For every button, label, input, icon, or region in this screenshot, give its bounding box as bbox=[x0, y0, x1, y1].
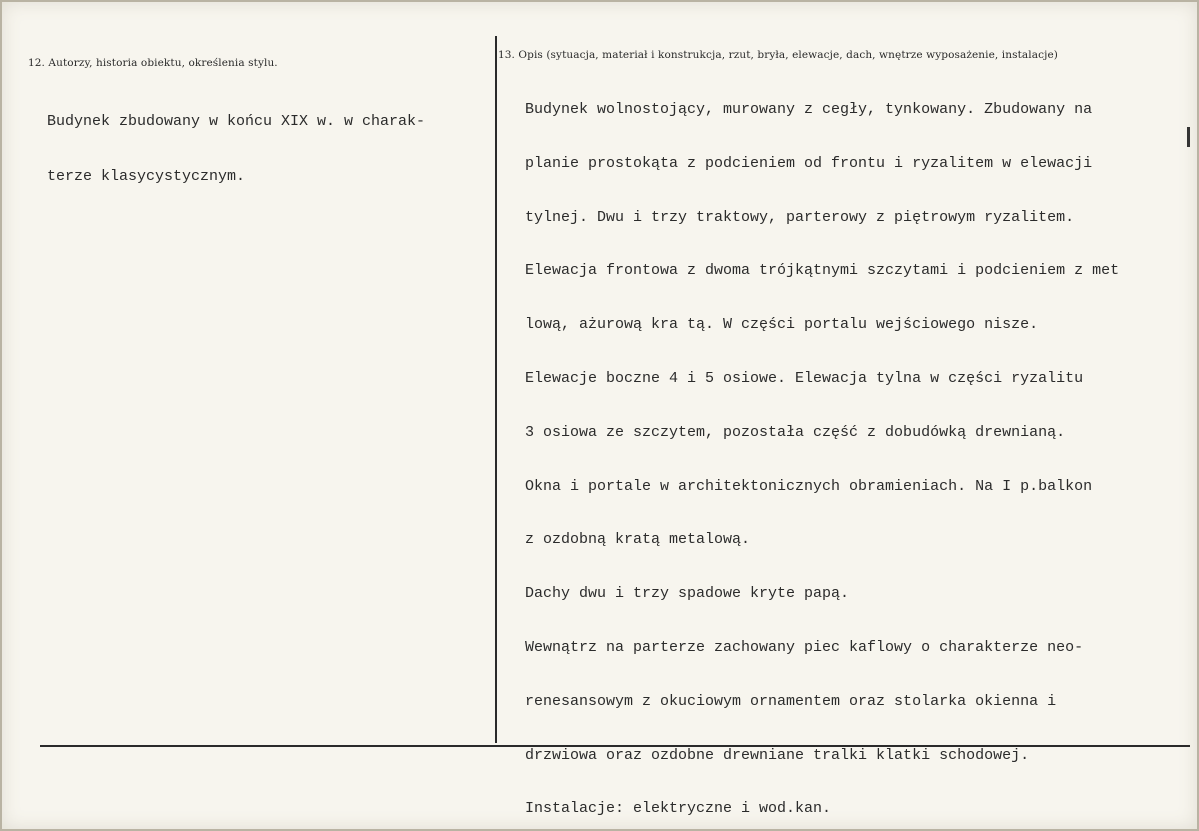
section-13-line: z ozdobną kratą metalową. bbox=[525, 531, 751, 549]
section-13-label: 13. Opis (sytuacja, materiał i konstrukcja, rzut, bryła, elewacje, dach, wnętrze wyposażenie, instalacje) bbox=[498, 49, 1058, 61]
section-13-line: planie prostokąta z podcieniem od frontu i ryzalitem w elewacji bbox=[525, 154, 1093, 172]
section-13-line: Budynek wolnostojący, murowany z cegły, tynkowany. Zbudowany na bbox=[525, 101, 1093, 118]
column-divider bbox=[495, 36, 497, 743]
section-13-line: renesansowym z okuciowym ornamentem oraz stolarka okienna i bbox=[525, 692, 1057, 710]
section-12-label: 12. Autorzy, historia obiektu, określenia stylu. bbox=[28, 57, 278, 69]
section-13-line: Okna i portale w architektonicznych obramieniach. Na I p.balkon bbox=[525, 477, 1093, 495]
section-12-line: terze klasycystycznym. bbox=[47, 167, 246, 185]
section-13-text bbox=[525, 66, 1185, 831]
section-13-line: drzwiowa oraz ozdobne drewniane tralki klatki schodowej. bbox=[525, 746, 1030, 764]
section-13-line: 3 osiowa ze szczytem, pozostała część z dobudówką drewnianą. bbox=[525, 423, 1066, 441]
bottom-rule bbox=[40, 745, 1190, 747]
section-13-line: Elewacja frontowa z dwoma trójkątnymi szczytami i podcieniem z met bbox=[525, 262, 1120, 280]
section-13-line: tylnej. Dwu i trzy traktowy, parterowy z piętrowym ryzalitem. bbox=[525, 208, 1075, 226]
section-13-line: Instalacje: elektryczne i wod.kan. bbox=[525, 800, 832, 818]
section-13-line: Dachy dwu i trzy spadowe kryte papą. bbox=[525, 585, 850, 603]
edge-mark bbox=[1187, 127, 1190, 147]
section-12-text bbox=[47, 78, 425, 221]
section-13-line: lową, ażurową kra tą. W części portalu wejściowego nisze. bbox=[525, 316, 1039, 334]
section-12-line: Budynek zbudowany w końcu XIX w. w charak- bbox=[47, 113, 426, 130]
section-13-line: Elewacje boczne 4 i 5 osiowe. Elewacja tylna w części ryzalitu bbox=[525, 369, 1084, 387]
section-13-line: Wewnątrz na parterze zachowany piec kaflowy o charakterze neo- bbox=[525, 638, 1084, 656]
